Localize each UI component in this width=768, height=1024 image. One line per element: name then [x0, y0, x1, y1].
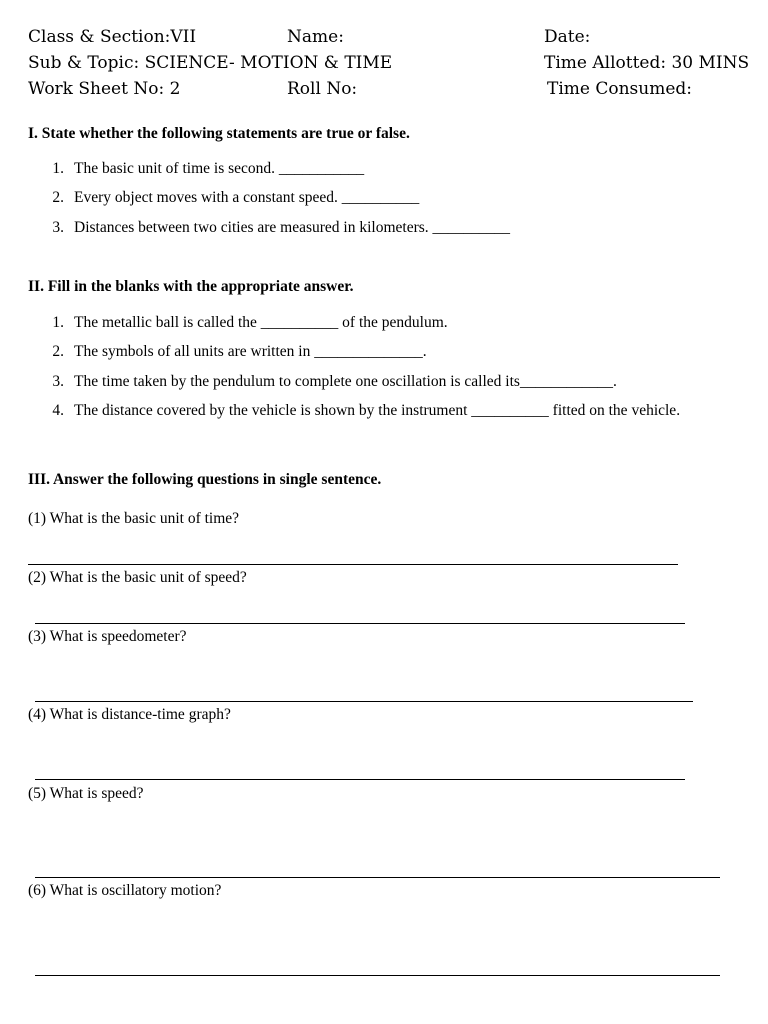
answer-line-5[interactable] — [35, 877, 720, 878]
section-2-item-3-number: 3. — [52, 373, 64, 390]
answer-line-6[interactable] — [35, 975, 720, 976]
section-2-item-2: The symbols of all units are written in ______________. — [74, 343, 427, 360]
question-5: (5) What is speed? — [28, 785, 144, 802]
section-1-item-3-number: 3. — [52, 219, 64, 236]
section-2-item-4: The distance covered by the vehicle is shown by the instrument __________ fitted on the vehicle. — [74, 402, 681, 419]
section-1-item-3: Distances between two cities are measured in kilometers. __________ — [74, 219, 511, 236]
question-1: (1) What is the basic unit of time? — [28, 510, 240, 527]
section-1-item-1-number: 1. — [52, 160, 64, 177]
class-section: Class & Section:VII — [28, 27, 197, 47]
name-label: Name: — [287, 27, 344, 47]
section-1-item-1: The basic unit of time is second. ___________ — [74, 160, 365, 177]
subject-topic: Sub & Topic: SCIENCE- MOTION & TIME — [28, 53, 393, 73]
section-2-title: II. Fill in the blanks with the appropriate answer. — [28, 278, 354, 295]
roll-number-label: Roll No: — [287, 79, 358, 99]
date-label: Date: — [544, 27, 591, 47]
question-6: (6) What is oscillatory motion? — [28, 882, 222, 899]
section-2-item-2-number: 2. — [52, 343, 64, 360]
section-1-item-2: Every object moves with a constant speed. __________ — [74, 189, 420, 206]
worksheet-number: Work Sheet No: 2 — [28, 79, 181, 99]
answer-line-2[interactable] — [35, 623, 685, 624]
section-3-title: III. Answer the following questions in single sentence. — [28, 471, 382, 488]
answer-line-1[interactable] — [28, 564, 678, 565]
section-2-item-4-number: 4. — [52, 402, 64, 419]
section-1-title: I. State whether the following statements are true or false. — [28, 125, 410, 142]
section-1-item-2-number: 2. — [52, 189, 64, 206]
time-allotted: Time Allotted: 30 MINS — [544, 53, 750, 73]
question-4: (4) What is distance-time graph? — [28, 706, 231, 723]
section-2-item-1: The metallic ball is called the __________ of the pendulum. — [74, 314, 448, 331]
question-3: (3) What is speedometer? — [28, 628, 187, 645]
answer-line-3[interactable] — [35, 701, 693, 702]
section-2-item-1-number: 1. — [52, 314, 64, 331]
section-2-item-3: The time taken by the pendulum to complete one oscillation is called its____________. — [74, 373, 617, 390]
time-consumed: Time Consumed: — [547, 79, 693, 99]
question-2: (2) What is the basic unit of speed? — [28, 569, 247, 586]
answer-line-4[interactable] — [35, 779, 685, 780]
